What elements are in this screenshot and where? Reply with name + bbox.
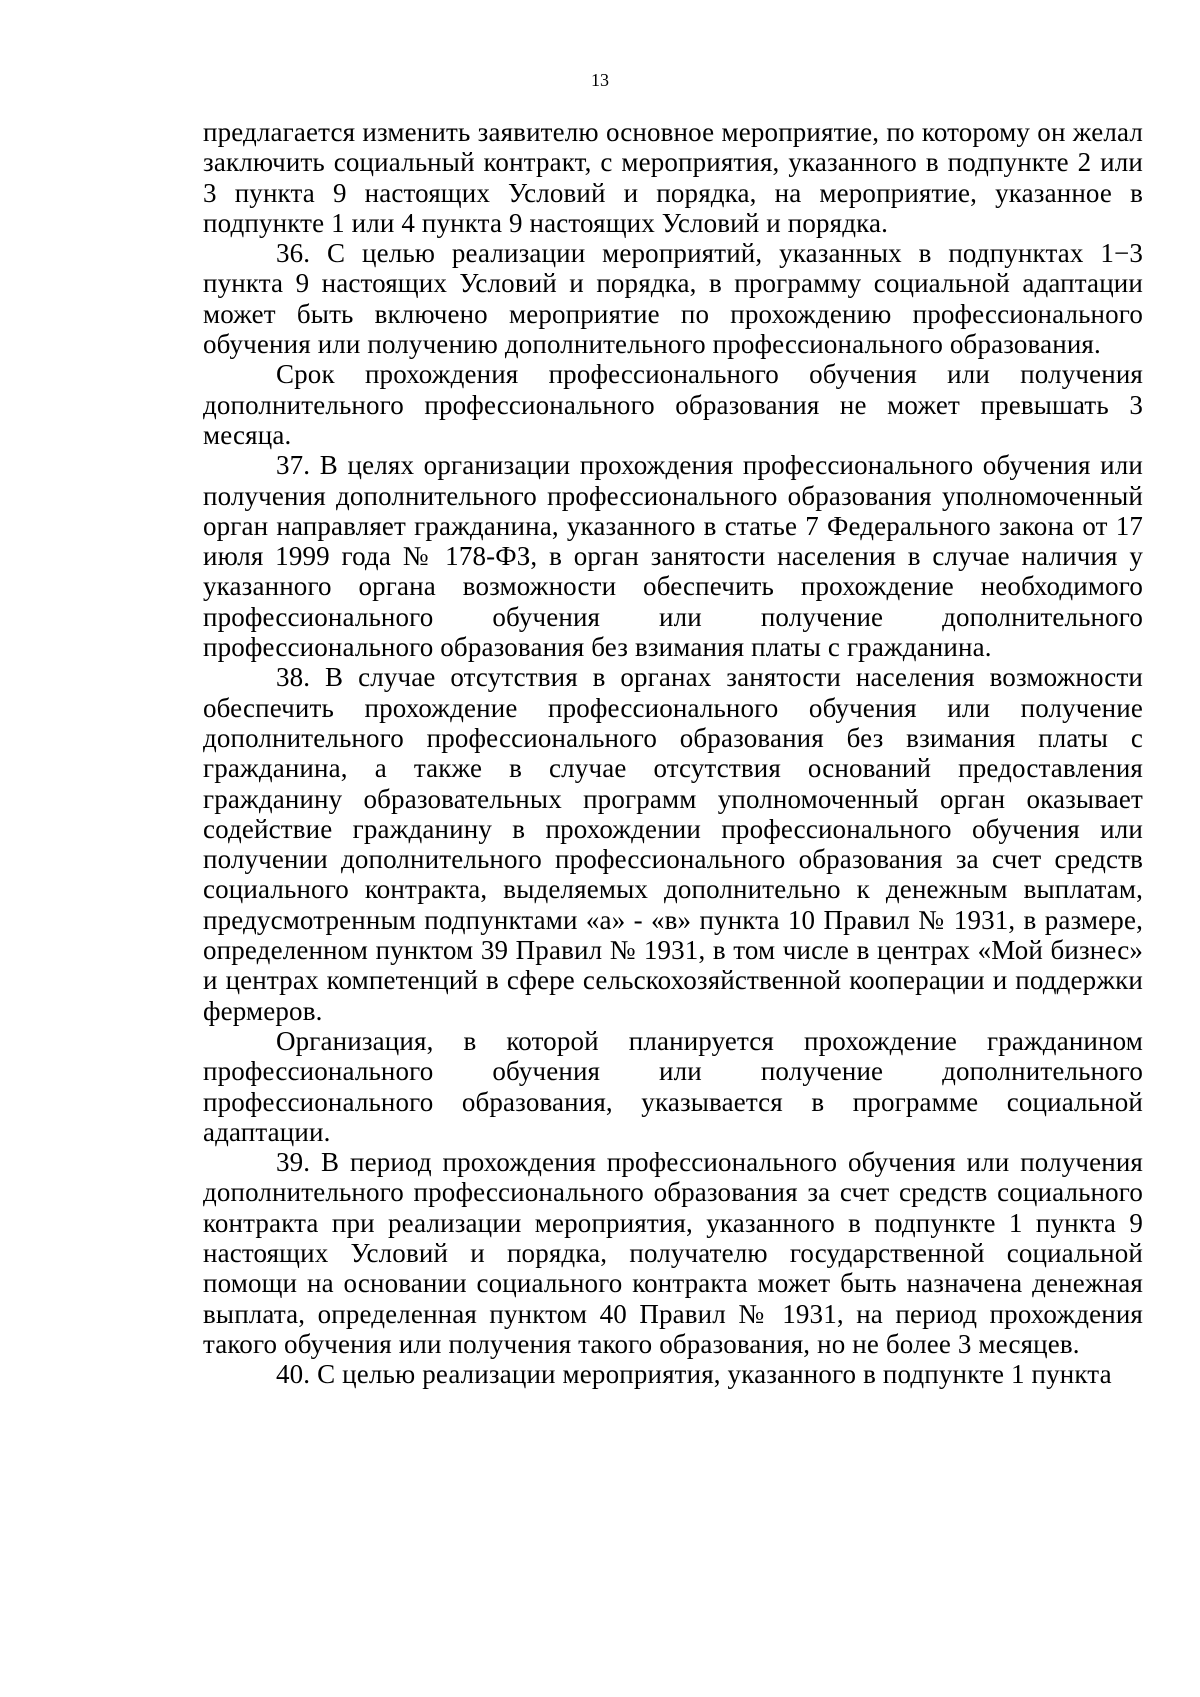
paragraph-39: 39. В период прохождения профессионального обучения или получения дополнительного профессионального образования за счет средств социального контракта при реализации мероприятия, указанного в подпункте 1 пункта 9 настоящих Условий и порядка, получателю государственной социальной помощи на основании социального контракта может быть назначена денежная выплата, определенная пунктом 40 Правил № 1931, на период прохождения такого обучения или получения такого образования, но не более 3 месяцев.	[203, 1147, 1143, 1359]
paragraph-38-organization: Организация, в которой планируется прохождение гражданином профессионального обучения или получение дополнительного профессионального образования, указывается в программе социальной адаптации.	[203, 1025, 1143, 1147]
paragraph-continuation: предлагается изменить заявителю основное мероприятие, по которому он желал заключить социальный контракт, с мероприятия, указанного в подпункте 2 или 3 пункта 9 настоящих Условий и порядка, на мероприятие, указанное в подпункте 1 или 4 пункта 9 настоящих Условий и порядка.	[203, 117, 1143, 238]
paragraph-37: 37. В целях организации прохождения профессионального обучения или получения дополнительного профессионального образования уполномоченный орган направляет гражданина, указанного в статье 7 Федерального закона от 17 июля 1999 года № 178-ФЗ, в орган занятости населения в случае наличия у указанного органа возможности обеспечить прохождение необходимого профессионального обучения или получение дополнительного профессионального образования без взимания платы с гражданина.	[203, 450, 1143, 663]
paragraph-36-term: Срок прохождения профессионального обучения или получения дополнительного профессионального образования не может превышать 3 месяца.	[203, 359, 1143, 450]
paragraph-36: 36. С целью реализации мероприятий, указанных в подпунктах 1−3 пункта 9 настоящих Условий и порядка, в программу социальной адаптации может быть включено мероприятие по прохождению профессионального обучения или получению дополнительного профессионального образования.	[203, 238, 1143, 360]
document-body	[203, 117, 1143, 1389]
paragraph-40: 40. С целью реализации мероприятия, указанного в подпункте 1 пункта	[276, 1359, 1112, 1390]
page-number: 13	[591, 70, 609, 90]
paragraph-38: 38. В случае отсутствия в органах занятости населения возможности обеспечить прохождение профессионального обучения или получение дополнительного профессионального образования без взимания платы с гражданина, а также в случае отсутствия оснований предоставления гражданину образовательных программ уполномоченный орган оказывает содействие гражданину в прохождении профессионального обучения или получении дополнительного профессионального образования за счет средств социального контракта, выделяемых дополнительно к денежным выплатам, предусмотренным подпунктами «а» - «в» пункта 10 Правил № 1931, в размере, определенном пунктом 39 Правил № 1931, в том числе в центрах «Мой бизнес» и центрах компетенций в сфере сельскохозяйственной кооперации и поддержки фермеров.	[203, 662, 1143, 1026]
